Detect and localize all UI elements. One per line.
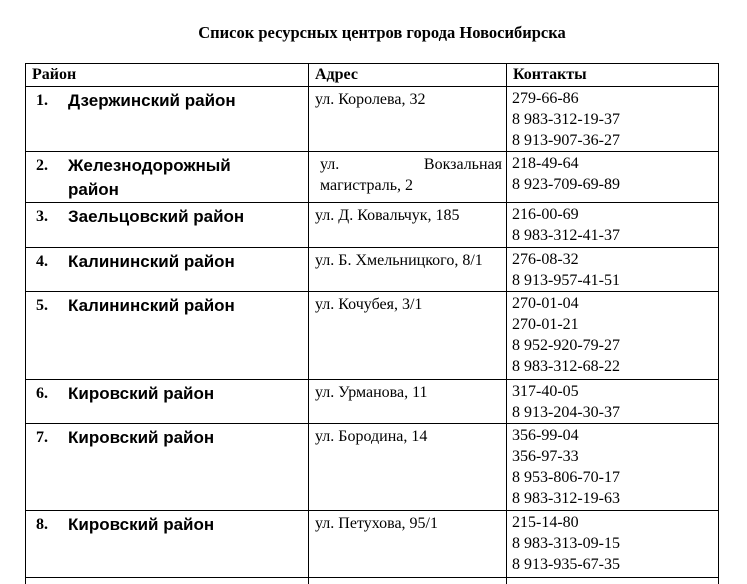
table-row	[26, 511, 719, 578]
row-number: 4.	[26, 248, 68, 274]
contact-phone: 317-40-05	[512, 381, 718, 402]
table-row-partial	[26, 578, 719, 584]
district-name: Кировский район	[68, 511, 214, 537]
contact-phone: 270-01-21	[512, 314, 718, 335]
district-cell	[26, 380, 309, 424]
district-name: Калининский район	[68, 248, 235, 274]
row-number: 1.	[26, 87, 68, 113]
contact-phone: 356-99-04	[512, 425, 718, 446]
address: ул. Б. Хмельницкого, 8/1	[309, 248, 506, 271]
district-cell	[26, 424, 309, 511]
contact-phone: 215-14-80	[512, 512, 718, 533]
district-name: Кировский район	[68, 424, 214, 450]
address: ул. Д. Ковальчук, 185	[309, 203, 506, 226]
address: ул. Кочубея, 3/1	[309, 292, 506, 315]
header-district-cell	[26, 64, 309, 87]
row-number: 3.	[26, 203, 68, 229]
table-row	[26, 152, 719, 203]
header-district: Район	[26, 64, 308, 85]
district-name: Калининский район	[68, 292, 235, 318]
address-cell	[309, 292, 507, 380]
district-cell	[26, 152, 309, 203]
row-number: 7.	[26, 424, 68, 450]
address: ул. Петухова, 95/1	[309, 511, 506, 534]
address-cell	[309, 424, 507, 511]
contact-phone: 8 983-313-09-15	[512, 533, 718, 554]
address-cell	[309, 203, 507, 248]
contact-phone: 279-66-86	[512, 88, 718, 109]
district-cell	[26, 203, 309, 248]
contacts-cell	[507, 203, 719, 248]
district-cell	[26, 87, 309, 152]
address-cell	[309, 152, 507, 203]
table-row	[26, 292, 719, 380]
contact-phone: 8 983-312-41-37	[512, 225, 718, 246]
contacts-cell	[507, 424, 719, 511]
district-name: Дзержинский район	[68, 87, 236, 113]
contacts-cell	[507, 511, 719, 578]
contact-phone: 276-08-32	[512, 249, 718, 270]
document-title: Список ресурсных центров города Новосибирска	[0, 23, 747, 43]
address-cell	[309, 87, 507, 152]
resource-centers-table	[25, 63, 719, 584]
table-row	[26, 424, 719, 511]
header-contacts: Контакты	[507, 64, 718, 85]
contact-phone: 8 952-920-79-27	[512, 335, 718, 356]
address: ул. Бородина, 14	[309, 424, 506, 447]
contact-phone: 8 913-907-36-27	[512, 130, 718, 151]
contact-phone: 8 983-312-19-63	[512, 488, 718, 509]
address-cell	[309, 578, 507, 584]
header-contacts-cell	[507, 64, 719, 87]
contact-phone: 270-01-04	[512, 293, 718, 314]
address: ул. Урманова, 11	[309, 380, 506, 403]
header-address-cell	[309, 64, 507, 87]
address-cell	[309, 248, 507, 292]
district-cell	[26, 511, 309, 578]
address-cell	[309, 511, 507, 578]
contacts-cell	[507, 292, 719, 380]
address: ул. Вокзальная магистраль, 2	[309, 152, 506, 196]
contact-phone: 8 913-957-41-51	[512, 270, 718, 291]
contacts-cell	[507, 248, 719, 292]
contacts-cell	[507, 380, 719, 424]
contact-phone: 8 983-312-19-37	[512, 109, 718, 130]
contact-phone: 8 913-204-30-37	[512, 402, 718, 423]
contact-phone: 8 953-806-70-17	[512, 467, 718, 488]
row-number: 5.	[26, 292, 68, 318]
header-address: Адрес	[309, 64, 506, 85]
district-name: Заельцовский район	[68, 203, 244, 229]
contact-phone: 8 983-312-68-22	[512, 356, 718, 377]
table-row	[26, 380, 719, 424]
row-number: 6.	[26, 380, 68, 406]
contact-phone: 356-97-33	[512, 446, 718, 467]
table-row	[26, 87, 719, 152]
row-number: 2.	[26, 152, 68, 202]
contact-phone: 218-49-64	[512, 153, 718, 174]
contact-phone: 8 913-935-67-35	[512, 554, 718, 575]
contacts-cell	[507, 578, 719, 584]
table-header-row	[26, 64, 719, 87]
district-cell	[26, 292, 309, 380]
district-cell	[26, 248, 309, 292]
table-row	[26, 203, 719, 248]
district-cell	[26, 578, 309, 584]
table-row	[26, 248, 719, 292]
district-name: Кировский район	[68, 380, 214, 406]
district-name: Железнодорожный район	[68, 152, 268, 202]
address: ул. Королева, 32	[309, 87, 506, 110]
contact-phone: 216-00-69	[512, 204, 718, 225]
contacts-cell	[507, 152, 719, 203]
contacts-cell	[507, 87, 719, 152]
contact-phone: 8 923-709-69-89	[512, 174, 718, 195]
address-cell	[309, 380, 507, 424]
row-number: 8.	[26, 511, 68, 537]
